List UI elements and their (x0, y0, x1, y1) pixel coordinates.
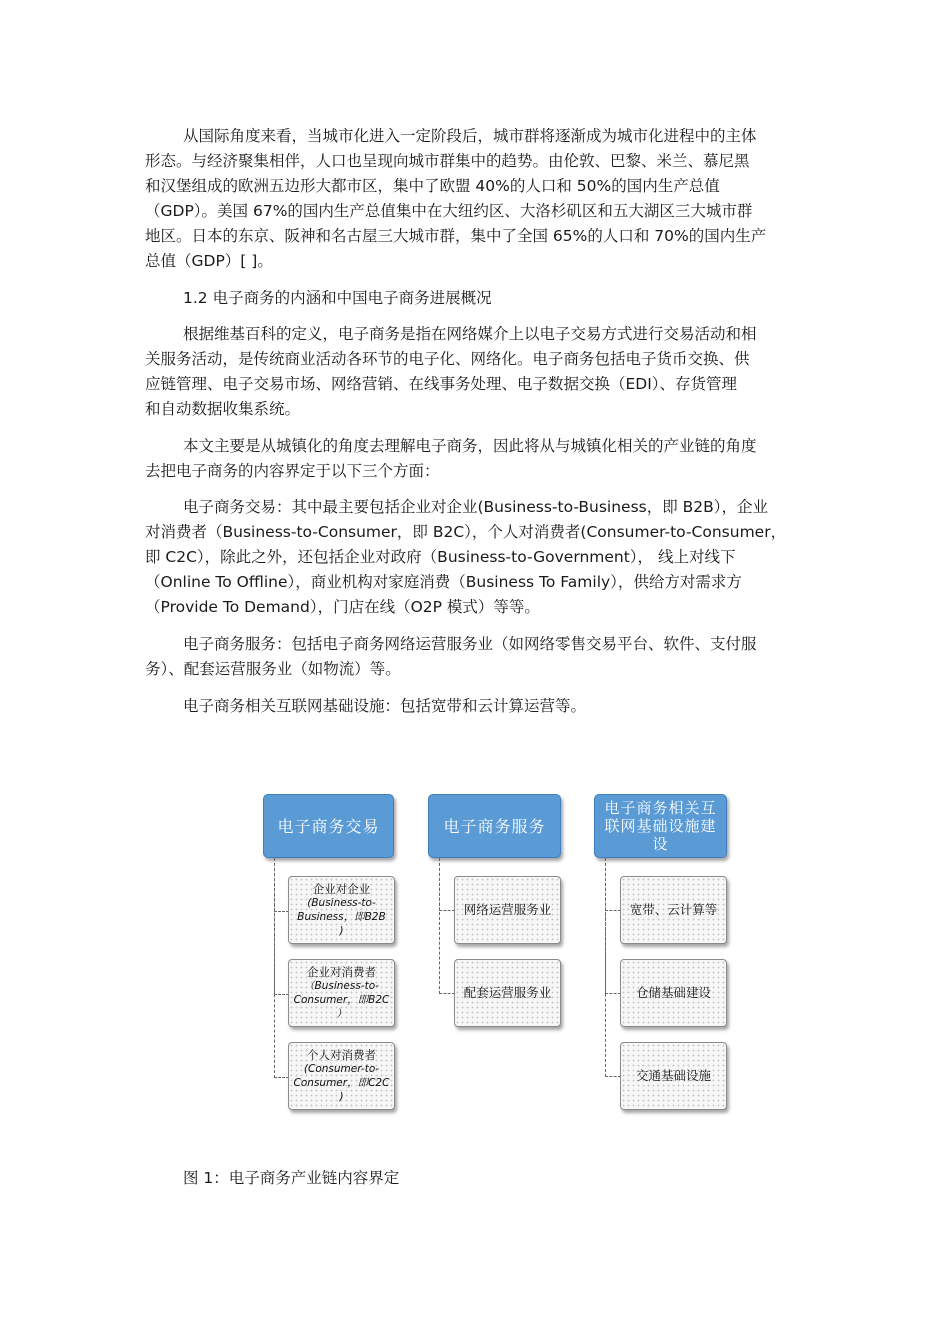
connector (274, 858, 289, 995)
text-line: 本文主要是从城镇化的角度去理解电子商务，因此将从与城镇化相关的产业链的角度 (183, 437, 757, 455)
child-box-b2c (288, 959, 395, 1027)
paragraph-definition (145, 322, 805, 422)
connector (274, 858, 289, 912)
child-label: (Consumer-to- (303, 1063, 380, 1075)
text-line: 根据维基百科的定义，电子商务是指在网络媒介上以电子交易方式进行交易活动和相 (183, 325, 757, 343)
text-line: （Provide To Demand），门店在线（O2P 模式）等等。 (145, 598, 540, 616)
text-line: 电子商务服务：包括电子商务网络运营服务业（如网络零售交易平台、软件、支付服 (183, 635, 757, 653)
connector (605, 858, 621, 911)
text-line: 从国际角度来看，当城市化进入一定阶段后，城市群将逐渐成为城市化进程中的主体 (183, 127, 757, 145)
child-box-warehouse (620, 959, 727, 1027)
text-line: 和自动数据收集系统。 (145, 400, 301, 418)
paragraph-ecommerce-service (145, 632, 805, 682)
text-line: 总值（GDP）[ ]。 (145, 252, 273, 270)
text-line: 应链管理、电子交易市场、网络营销、在线事务处理、电子数据交换（EDI）、存货管理 (145, 375, 738, 393)
child-label: 配套运营服务业 (463, 985, 552, 1000)
header-ecommerce-service: 电子商务服务 (428, 794, 561, 858)
child-label: 仓储基础建设 (635, 985, 711, 1000)
text-line: 和汉堡组成的欧洲五边形大都市区，集中了欧盟 40%的人口和 50%的国内生产总值 (145, 177, 720, 195)
text-line: 即 C2C），除此之外，还包括企业对政府（Business-to-Government）， 线上对线下 (145, 548, 736, 566)
text-line: 对消费者（Business-to-Consumer，即 B2C），个人对消费者(Consumer-to-Consumer， (145, 523, 787, 541)
child-label: （Business-to- (304, 980, 379, 992)
text-line: 电子商务交易：其中最主要包括企业对企业(Business-to-Business，即 B2B），企业 (183, 498, 769, 516)
connector (274, 858, 289, 1078)
connector (439, 858, 455, 911)
child-label: Business，即B2B (297, 911, 386, 923)
paragraph-international-perspective (145, 124, 805, 274)
connector (605, 858, 621, 994)
text-line: 电子商务相关互联网基础设施：包括宽带和云计算运营等。 (183, 697, 587, 715)
child-label: ) (339, 925, 344, 937)
child-label: Consumer，即C2C (293, 1077, 390, 1089)
child-label: 宽带、云计算等 (629, 902, 718, 917)
child-label: ) (339, 1091, 344, 1103)
text-line: 形态。与经济聚集相伴，人口也呈现向城市群集中的趋势。由伦敦、巴黎、米兰、慕尼黑 (145, 152, 750, 170)
header-ecommerce-trade: 电子商务交易 (263, 794, 394, 858)
text-line: 地区。日本的东京、阪神和名古屋三大城市群，集中了全国 65%的人口和 70%的国内生产 (145, 227, 767, 245)
child-box-b2b (288, 876, 395, 944)
child-label: Consumer，即B2C (293, 994, 390, 1006)
child-label: 个人对消费者 (307, 1048, 376, 1062)
text-line: 务）、配套运营服务业（如物流）等。 (145, 660, 401, 678)
paragraph-ecommerce-trade (145, 495, 805, 620)
figure-caption: 图 1：电子商务产业链内容界定 (183, 1169, 400, 1187)
child-label: 交通基础设施 (635, 1068, 711, 1083)
child-box-supporting-operation-service (454, 959, 561, 1027)
connector (439, 858, 455, 994)
text-line: （Online To Offline），商业机构对家庭消费（Business To Family），供给方对需求方 (145, 573, 742, 591)
paragraph-ecommerce-infrastructure (145, 694, 805, 719)
paragraph-scope (145, 434, 805, 484)
child-label: ） (336, 1008, 347, 1020)
connector (605, 858, 621, 1077)
child-label: (Business-to- (307, 897, 376, 909)
child-box-c2c (288, 1042, 395, 1110)
child-box-network-operation-service (454, 876, 561, 944)
child-label: 企业对企业 (312, 882, 371, 896)
child-box-transport (620, 1042, 727, 1110)
section-heading: 1.2 电子商务的内涵和中国电子商务进展概况 (183, 289, 492, 307)
text-line: 关服务活动，是传统商业活动各环节的电子化、网络化。电子商务包括电子货币交换、供 (145, 350, 750, 368)
child-box-broadband-cloud (620, 876, 727, 944)
header-ecommerce-infrastructure: 电子商务相关互联网基础设施建设 (594, 794, 727, 858)
child-label: 企业对消费者 (307, 965, 376, 979)
text-line: （GDP）。美国 67%的国内生产总值集中在大纽约区、大洛杉矶区和五大湖区三大城市群 (145, 202, 753, 220)
text-line: 去把电子商务的内容界定于以下三个方面： (145, 462, 440, 480)
child-label: 网络运营服务业 (463, 902, 552, 917)
